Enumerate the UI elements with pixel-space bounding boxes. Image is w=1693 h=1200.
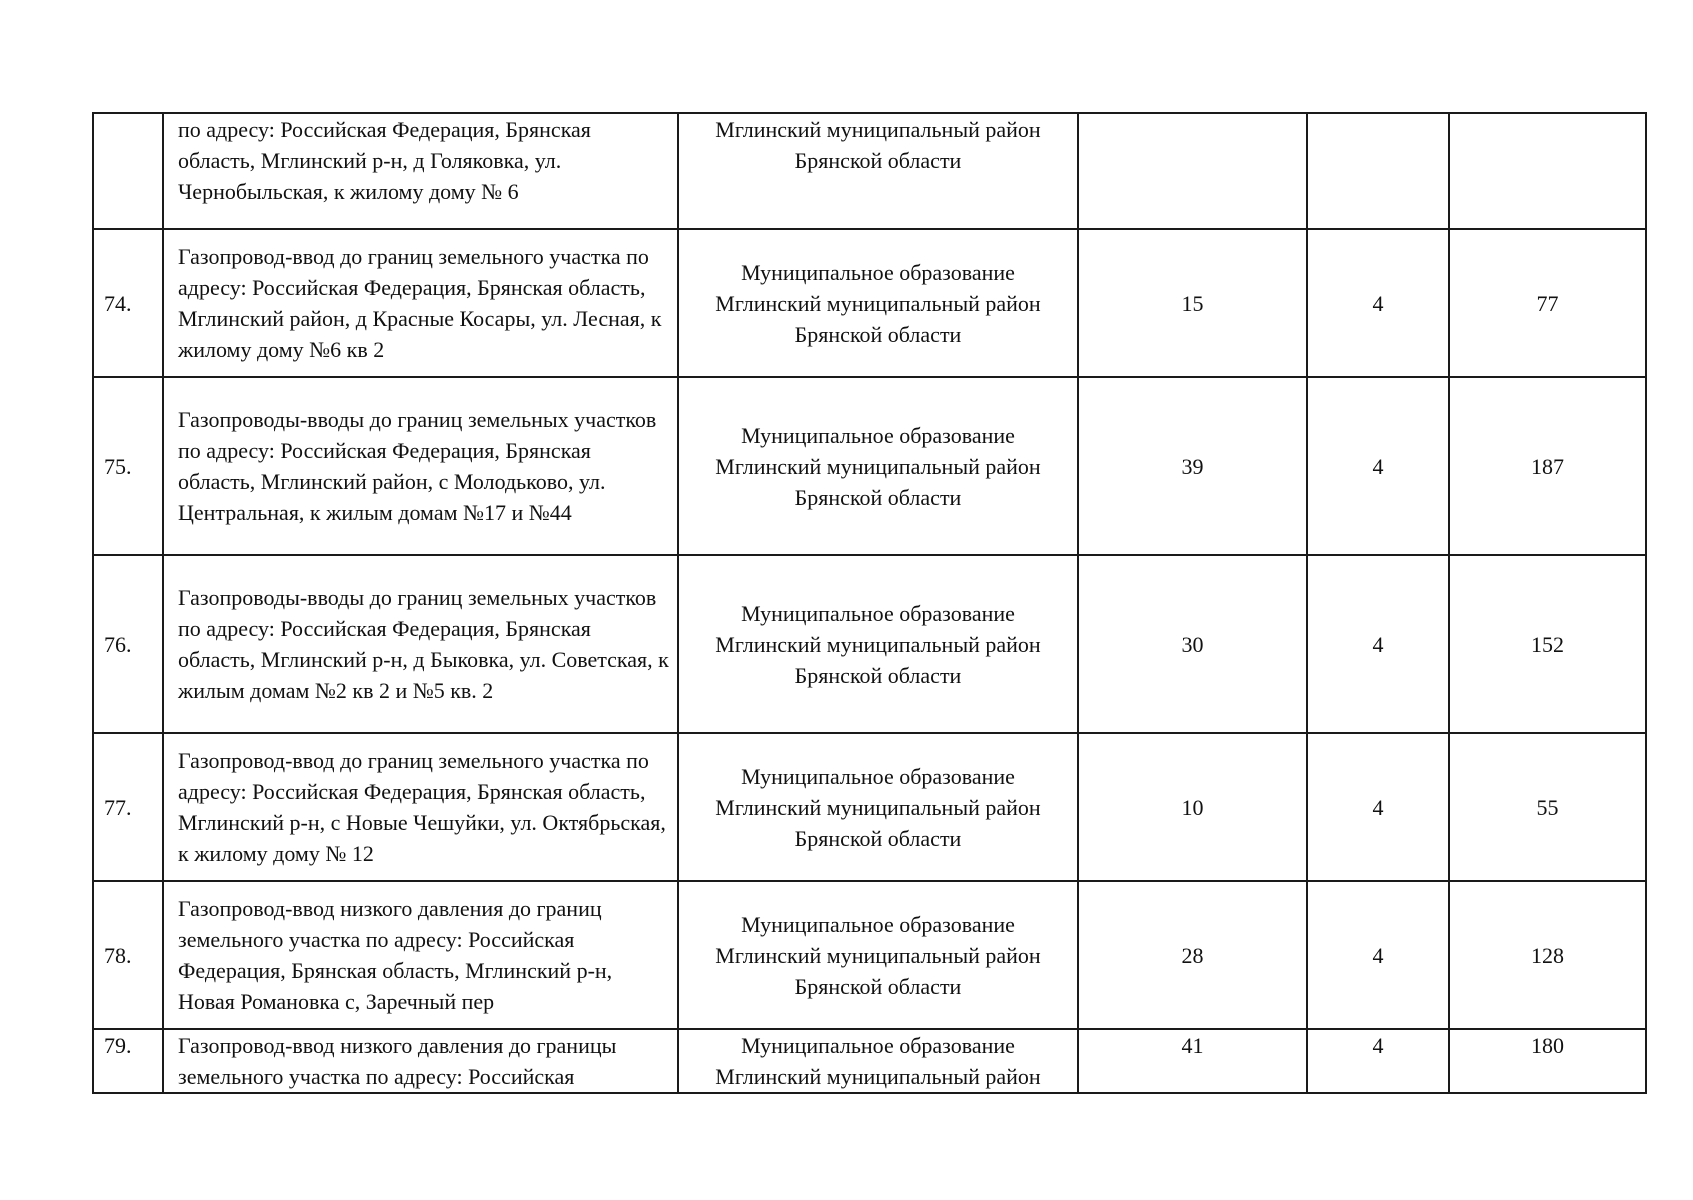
owner-line: Мглинский муниципальный район (715, 117, 1041, 142)
table-row (93, 229, 1646, 377)
owner-line: Брянской области (794, 321, 962, 347)
value-cell-1: 30 (1078, 555, 1307, 733)
value-cell-2: 4 (1307, 377, 1449, 555)
owner-line: Мглинский муниципальный район (715, 631, 1041, 657)
owner-cell (678, 377, 1078, 555)
owner-text (679, 257, 1077, 350)
row-number-cell: 76. (93, 555, 163, 733)
registry-table-body (93, 113, 1646, 1093)
owner-cell (678, 229, 1078, 377)
value-cell-1 (1078, 113, 1307, 229)
owner-text (679, 598, 1077, 691)
value-cell-2 (1307, 113, 1449, 229)
value-cell-2: 4 (1307, 229, 1449, 377)
owner-line: Брянской области (794, 662, 962, 688)
table-row (93, 555, 1646, 733)
value-cell-3: 180 (1449, 1029, 1646, 1093)
owner-line: Муниципальное образование (741, 1033, 1015, 1058)
owner-line: Мглинский муниципальный район (715, 453, 1041, 479)
object-description-cell (163, 881, 678, 1029)
value-cell-3: 77 (1449, 229, 1646, 377)
value-cell-2: 4 (1307, 1029, 1449, 1093)
owner-text (679, 1030, 1077, 1092)
object-description-cell (163, 733, 678, 881)
row-number-cell (93, 113, 163, 229)
value-cell-1: 39 (1078, 377, 1307, 555)
owner-cell (678, 555, 1078, 733)
value-cell-2: 4 (1307, 733, 1449, 881)
object-description-text: Газопроводы-вводы до границ земельных участков по адресу: Российская Федерация, Брянская область, Мглинский р-н, д Быковка, ул. Советская, к жилым домам №2 кв 2 и №5 кв. 2 (178, 585, 669, 703)
owner-text (679, 909, 1077, 1002)
object-description-cell (163, 1029, 678, 1093)
value-cell-3: 152 (1449, 555, 1646, 733)
owner-line: Мглинский муниципальный район (715, 794, 1041, 820)
owner-line: Брянской области (794, 825, 962, 851)
value-cell-1: 10 (1078, 733, 1307, 881)
value-cell-3 (1449, 113, 1646, 229)
table-row (93, 113, 1646, 229)
row-number-cell: 74. (93, 229, 163, 377)
registry-table (92, 112, 1647, 1094)
object-description-cell (163, 377, 678, 555)
owner-line: Брянской области (794, 148, 962, 173)
owner-line: Мглинский муниципальный район (715, 290, 1041, 316)
row-number-cell: 77. (93, 733, 163, 881)
owner-line: Муниципальное образование (741, 600, 1015, 626)
owner-line: Муниципальное образование (741, 911, 1015, 937)
owner-text (679, 420, 1077, 513)
table-row (93, 1029, 1646, 1093)
owner-cell (678, 1029, 1078, 1093)
object-description-text: Газопровод-ввод низкого давления до границы земельного участка по адресу: Российская (178, 1033, 617, 1089)
owner-line: Мглинский муниципальный район (715, 942, 1041, 968)
row-number-cell: 79. (93, 1029, 163, 1093)
object-description-text: Газопровод-ввод до границ земельного участка по адресу: Российская Федерация, Брянская область, Мглинский район, д Красные Косары, ул. Лесная, к жилому дому №6 кв 2 (178, 244, 662, 362)
owner-line: Муниципальное образование (741, 763, 1015, 789)
value-cell-3: 55 (1449, 733, 1646, 881)
object-description-text: Газопровод-ввод до границ земельного участка по адресу: Российская Федерация, Брянская область, Мглинский р-н, с Новые Чешуйки, ул. Октябрьская, к жилому дому № 12 (178, 748, 666, 866)
owner-cell (678, 113, 1078, 229)
value-cell-2: 4 (1307, 555, 1449, 733)
value-cell-1: 28 (1078, 881, 1307, 1029)
owner-line: Брянской области (794, 973, 962, 999)
table-row (93, 881, 1646, 1029)
table-row (93, 733, 1646, 881)
value-cell-3: 187 (1449, 377, 1646, 555)
object-description-text: Газопроводы-вводы до границ земельных участков по адресу: Российская Федерация, Брянская область, Мглинский район, с Молодьково, ул. Центральная, к жилым домам №17 и №44 (178, 407, 657, 525)
object-description-text: по адресу: Российская Федерация, Брянская область, Мглинский р-н, д Голяковка, ул. Чернобыльская, к жилому дому № 6 (178, 117, 591, 204)
owner-line: Брянской области (794, 484, 962, 510)
owner-line: Мглинский муниципальный район (715, 1064, 1041, 1089)
value-cell-1: 15 (1078, 229, 1307, 377)
object-description-cell (163, 555, 678, 733)
owner-line: Муниципальное образование (741, 422, 1015, 448)
owner-text (679, 761, 1077, 854)
row-number-cell: 78. (93, 881, 163, 1029)
value-cell-3: 128 (1449, 881, 1646, 1029)
value-cell-1: 41 (1078, 1029, 1307, 1093)
object-description-cell (163, 113, 678, 229)
owner-line: Муниципальное образование (741, 259, 1015, 285)
object-description-text: Газопровод-ввод низкого давления до границ земельного участка по адресу: Российская Федерация, Брянская область, Мглинский р-н, Новая Романовка с, Заречный пер (178, 896, 613, 1014)
owner-cell (678, 881, 1078, 1029)
row-number-cell: 75. (93, 377, 163, 555)
table-row (93, 377, 1646, 555)
owner-text (679, 114, 1077, 176)
value-cell-2: 4 (1307, 881, 1449, 1029)
object-description-cell (163, 229, 678, 377)
owner-cell (678, 733, 1078, 881)
